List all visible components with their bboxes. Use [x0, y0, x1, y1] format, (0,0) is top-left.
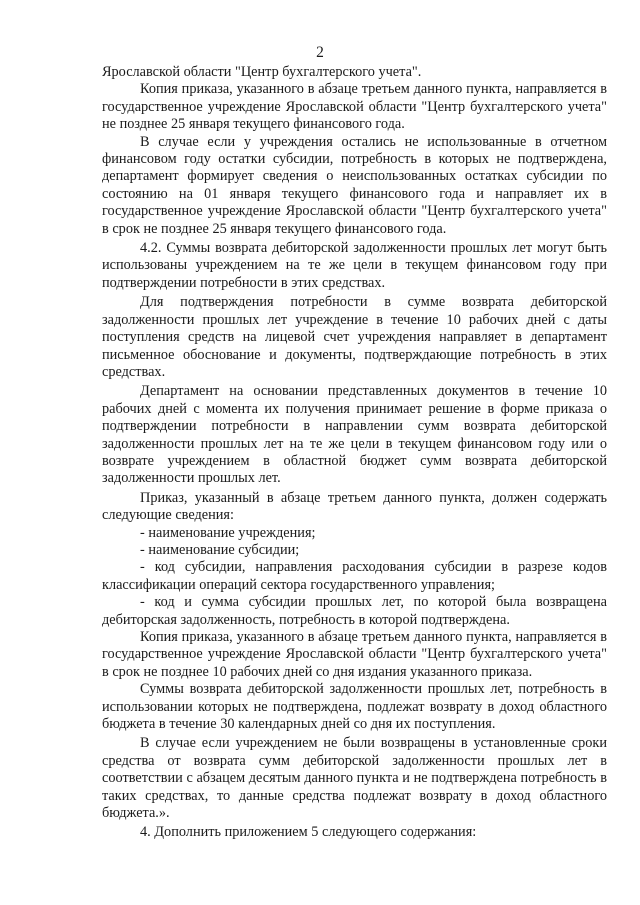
page-number: 2 [316, 44, 324, 61]
list-item: - наименование субсидии; [140, 541, 300, 558]
paragraph-section-4-2: 4.2. Суммы возврата дебиторской задолженности прошлых лет могут быть использованы учреждением на те же цели в текущем финансовом году при подтверждении потребности в этих средствах. [102, 240, 607, 291]
list-item: - код и сумма субсидии прошлых лет, по которой была возвращена дебиторская задолженность, потребность в которой подтверждена. [102, 594, 607, 628]
paragraph: Департамент на основании представленных документов в течение 10 рабочих дней с момента их получения принимает решение в форме приказа о подтверждении потребности в направлении сумм возврата дебиторской задолженности прошлых лет на те же цели в текущем финансовом году или о возврате учреждением в областной бюджет сумм возврата дебиторской задолженности прошлых лет. [102, 383, 607, 487]
paragraph: Приказ, указанный в абзаце третьем данного пункта, должен содержать следующие сведения: [102, 489, 607, 524]
paragraph: Копия приказа, указанного в абзаце третьем данного пункта, направляется в государственное учреждение Ярославской области "Центр бухгалтерского учета" в срок не позднее 10 рабочих дней со дня издания указанного приказа. [102, 629, 607, 680]
paragraph-section-4: 4. Дополнить приложением 5 следующего содержания: [140, 824, 477, 841]
document-body [102, 64, 607, 842]
paragraph: Для подтверждения потребности в сумме возврата дебиторской задолженности прошлых лет учреждение в течение 10 рабочих дней с даты поступления средств на лицевой счет учреждения направляет в департамент письменное обоснование и документы, подтверждающие потребность в этих средствах. [102, 294, 607, 380]
list-item: - наименование учреждения; [140, 524, 316, 541]
paragraph: Копия приказа, указанного в абзаце третьем данного пункта, направляется в государственное учреждение Ярославской области "Центр бухгалтерского учета" не позднее 25 января текущего финансового года. [102, 81, 607, 133]
list-item: - код субсидии, направления расходования субсидии в разрезе кодов классификации операций сектора государственного управления; [102, 559, 607, 593]
paragraph-continuation: Ярославской области "Центр бухгалтерского учета". [102, 64, 422, 80]
paragraph: В случае если у учреждения остались не использованные в отчетном финансовом году остатки субсидии, потребность в которых не подтверждена, департамент формирует сведения о неиспользованных остатках субсидии по состоянию на 01 января текущего финансового года и направляет их в государственное учреждение Ярославской области "Центр бухгалтерского учета" в срок не позднее 25 января текущего финансового года. [102, 133, 607, 237]
paragraph: В случае если учреждением не были возвращены в установленные сроки средства от возврата сумм дебиторской задолженности прошлых лет в соответствии с абзацем десятым данного пункта и не подтверждена потребность в таких средствах, то данные средства подлежат возврату в доход областного бюджета.». [102, 735, 607, 822]
paragraph: Суммы возврата дебиторской задолженности прошлых лет, потребность в использовании которых не подтверждена, подлежат возврату в доход областного бюджета в течение 30 календарных дней со дня их поступления. [102, 681, 607, 733]
